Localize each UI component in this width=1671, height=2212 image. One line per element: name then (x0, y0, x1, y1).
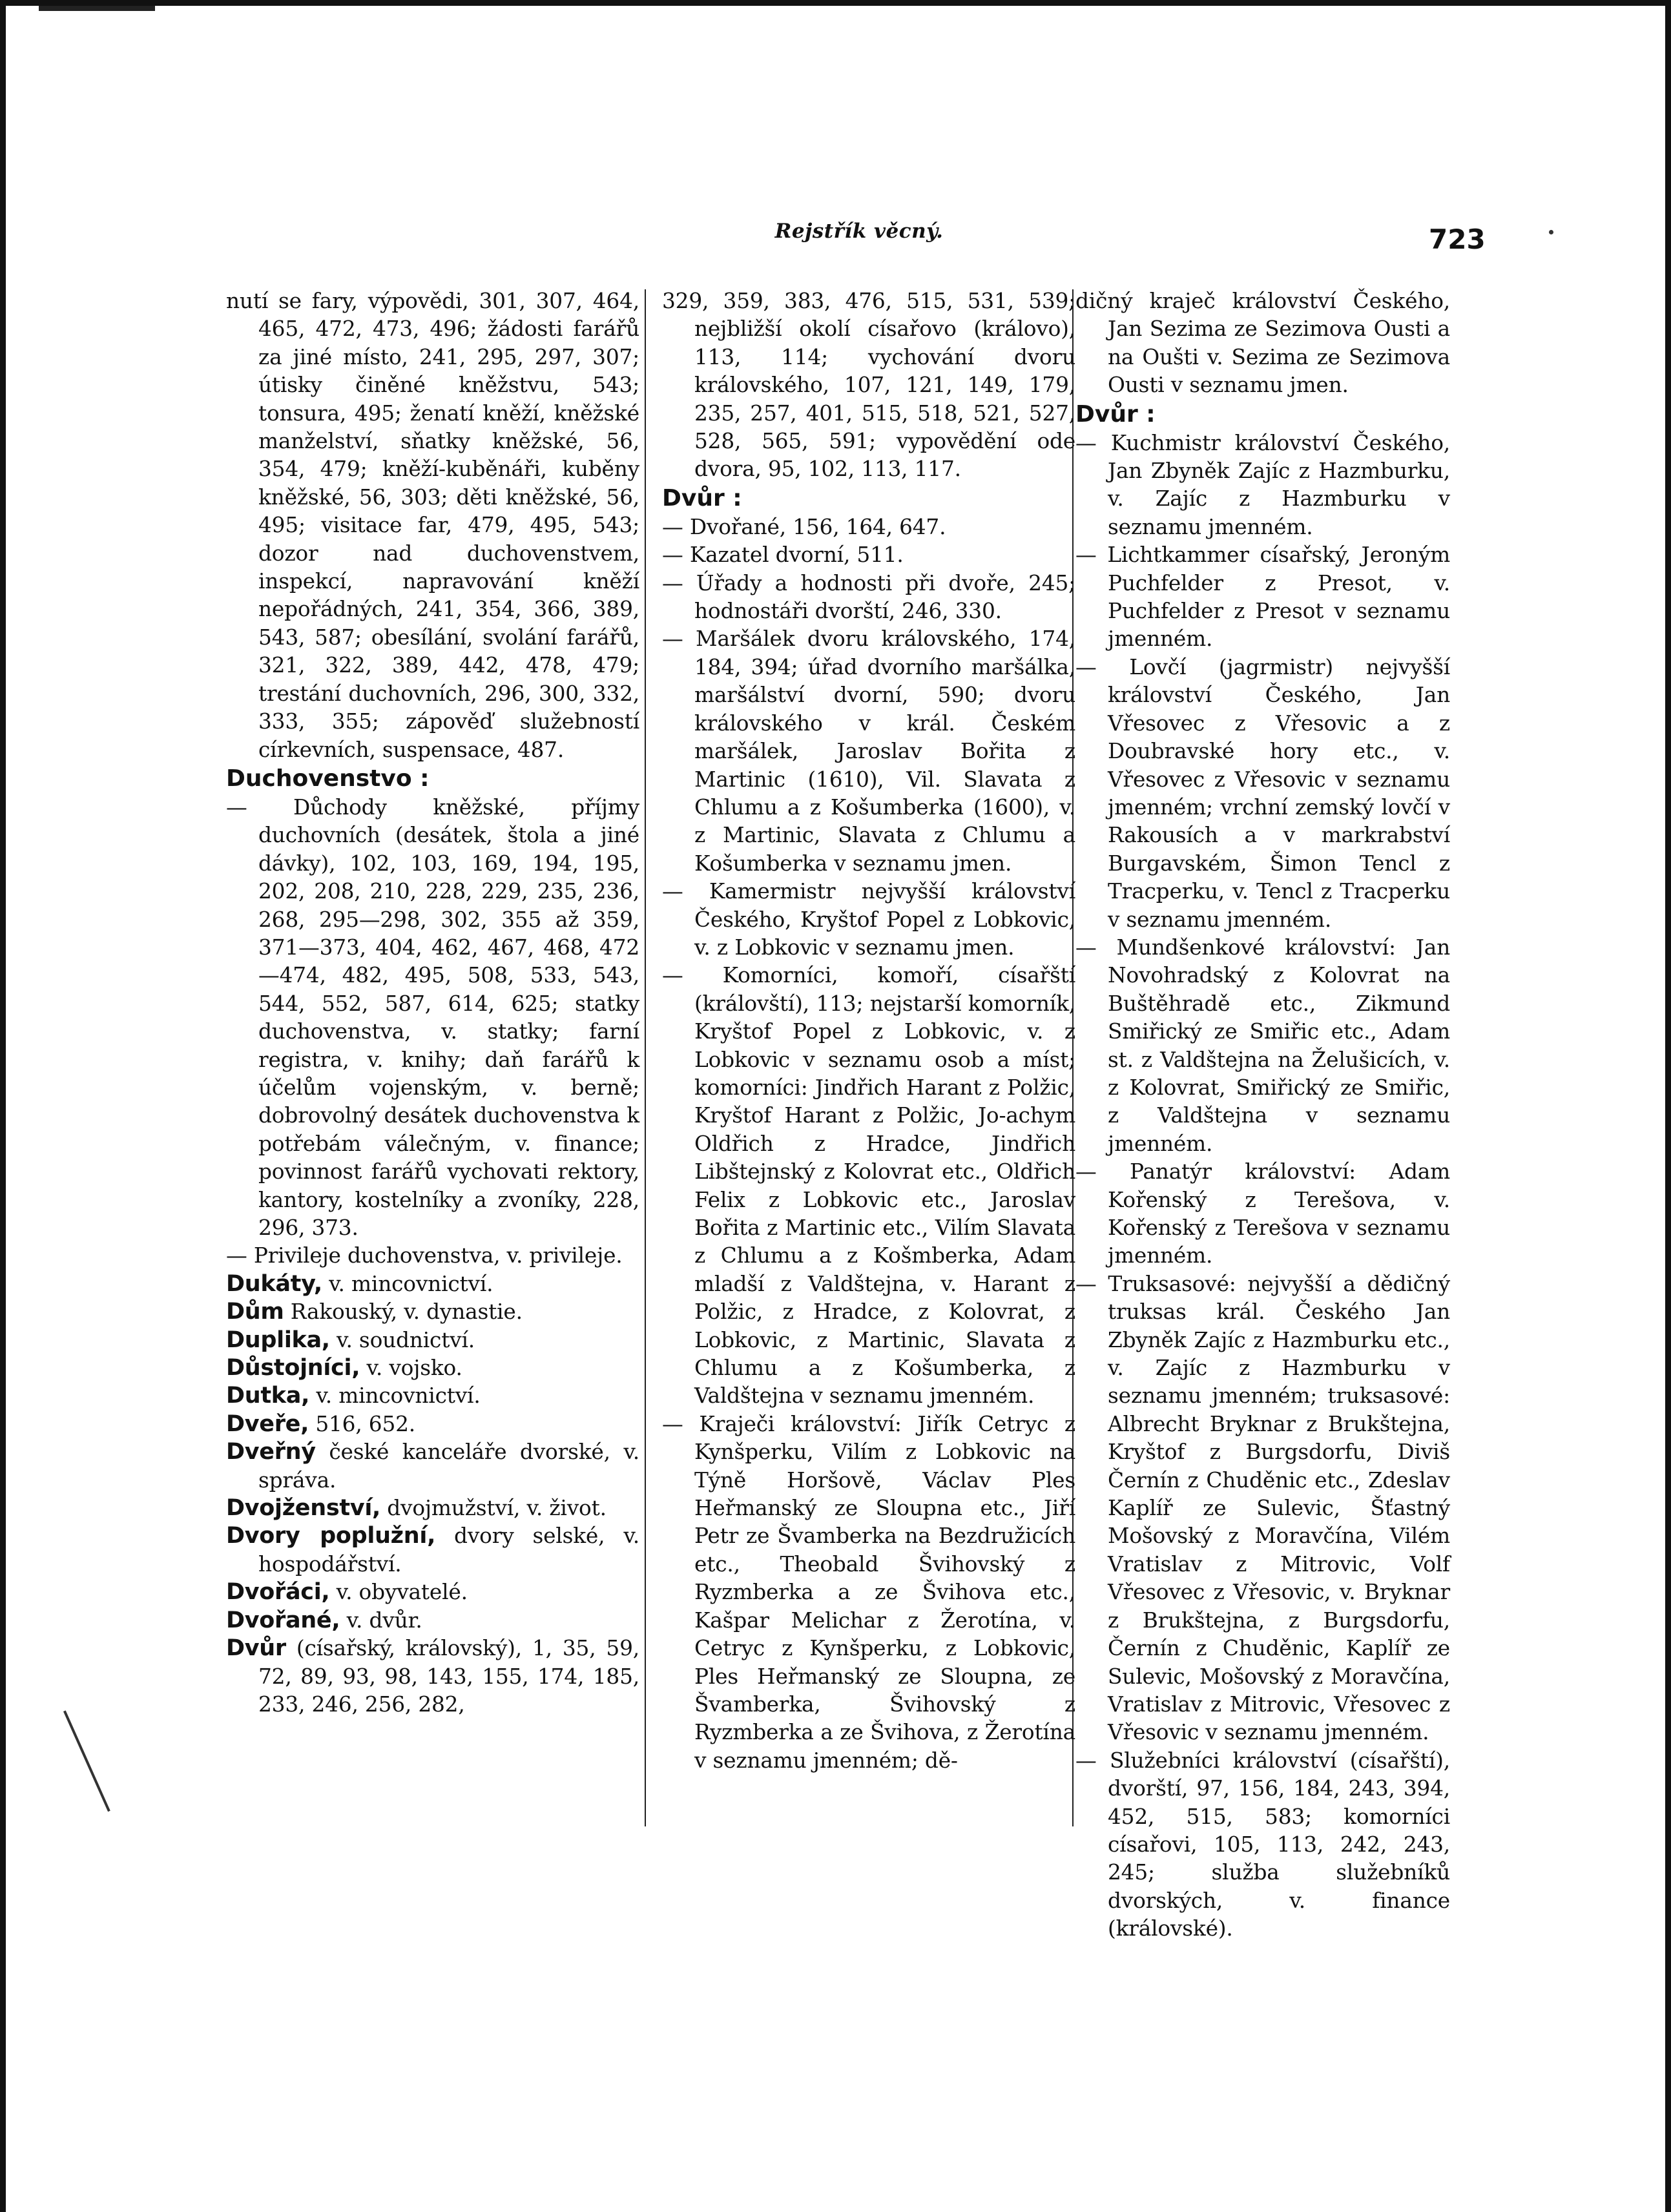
entry-head: Dvůr (226, 1635, 286, 1662)
entry-text: dvojmužství, v. život. (387, 1496, 607, 1521)
scan-frame-top (0, 0, 1671, 6)
entry-head: Dveře, (226, 1411, 309, 1437)
subentry-urady: — Úřady a hodnosti při dvoře, 245; hodnostáři dvorští, 246, 330. (662, 570, 1075, 624)
entry-text: v. mincovnictví. (329, 1271, 493, 1296)
entry-text: (císařský, královský), 1, 35, 59, 72, 89, 93, 98, 143, 155, 174, 185, 233, 246, 256, 282, (258, 1636, 639, 1717)
entry-text: české kanceláře dvorské, v. správa. (258, 1440, 639, 1493)
scan-frame-left (0, 0, 6, 2212)
entry-dutka (226, 1382, 639, 1410)
entry-dvory (226, 1522, 639, 1578)
subentry-mundsenkove: — Mundšenkové království: Jan Novohradský z Kolovrat na Buštěhradě etc., Zikmund Smiřický ze Smiřic etc., Adam st. z Valdštejna na Želušicích, v. z Kolovrat, Smiřický ze Smiřic, z Valdštejna v seznamu jmenném. (1075, 935, 1450, 1156)
entry-text: v. obyvatelé. (336, 1580, 468, 1605)
entry-head: Dveřný (226, 1439, 316, 1465)
subentry-lovci: — Lovčí (jagrmistr) nejvyšší království Českého, Jan Vřesovec z Vřesovic a z Doubravské hory etc., v. Vřesovec z Vřesovic v seznamu jmenném; vrchní zemský lovčí v Rakousích a v markrabství Burgavském, Šimon Tencl z Tracperku, v. Tencl z Tracperku v seznamu jmenném. (1075, 654, 1450, 932)
entry-text: 516, 652. (315, 1411, 416, 1436)
entry-head: Důstojníci, (226, 1355, 360, 1381)
entry-dustojnici (226, 1354, 639, 1382)
subentry-kazatel: — Kazatel dvorní, 511. (662, 543, 904, 568)
subentry-marsalek: — Maršálek dvoru královského, 174, 184, 394; úřad dvorního maršálka, maršálství dvorní, 590; dvoru královského v král. Českém maršálek, Jaroslav Bořita z Martinic (1610), Vil. Slavata z Chlumu a z Košumberka (1600), v. z Martinic, Slavata z Chlumu a Košumberka v seznamu jmen. (662, 626, 1075, 876)
entry-text: v. mincovnictví. (316, 1383, 481, 1409)
entry-head: Dvořáci, (226, 1579, 330, 1606)
entry-continuation: dičný kraječ království Českého, Jan Sezima ze Sezimova Ousti a na Oušti v. Sezima ze Sezimova Ousti v seznamu jmen. (1075, 289, 1450, 398)
entry-head: Dukáty, (226, 1270, 322, 1297)
entry-head: Duplika, (226, 1327, 330, 1353)
entry-dvorane (226, 1607, 639, 1635)
entry-head: Dvojženství, (226, 1495, 381, 1522)
subentry-privileje: — Privileje duchovenstva, v. privileje. (226, 1243, 623, 1268)
entry-continuation: 329, 359, 383, 476, 515, 531, 539; nejbližší okolí císařovo (královo), 113, 114; vychování dvoru královského, 107, 121, 149, 179, 235, 257, 401, 515, 518, 521, 527, 528, 565, 591; vypovědění ode dvora, 95, 102, 113, 117. (662, 289, 1075, 482)
entry-dverny (226, 1438, 639, 1494)
scan-artifact-dot (1549, 230, 1553, 234)
subentry-truksasove: — Truksasové: nejvyšší a dědičný truksas král. Českého Jan Zbyněk Zajíc z Hazmburku etc., v. Zajíc z Hazmburku v seznamu jmenném; truksasové: Albrecht Bryknar z Brukštejna, Kryštof z Burgsdorfu, Diviš Černín z Chuděnic etc., Zdeslav Kaplíř ze Sulevic, Šťastný Mošovský z Moravčína, Vilém Vratislav z Mitrovic, Volf Vřesovec z Vřesovic, v. Bryknar z Brukštejna, z Burgsdorfu, Černín z Chuděnic, Kaplíř ze Sulevic, Mošovský z Moravčína, Vratislav z Mitrovic, Vřesovec z Vřesovic v seznamu jmenném. (1075, 1271, 1450, 1745)
subentry-krajeci: — Kraječi království: Jiřík Cetryc z Kynšperku, Vilím z Lobkovic na Týně Horšově, Václav Ples Heřmanský ze Sloupna etc., Jiří Petr ze Švamberka na Bezdružicích etc., Theobald Švihovský z Ryzmberka a ze Švihova etc., Kašpar Melichar z Žerotína, v. Cetryc z Kynšperku, z Lobkovic, Ples Heřmanský ze Sloupna, ze Švamberka, Švihovský z Ryzmberka a ze Švihova, z Žerotína v seznamu jmenném; dě- (662, 1411, 1075, 1773)
entry-head: Dům (226, 1299, 284, 1325)
entry-continuation: nutí se fary, výpovědi, 301, 307, 464, 465, 472, 473, 496; žádosti farářů za jiné místo, 241, 295, 297, 307; útisky činěné kněžstvu, 543; tonsura, 495; ženatí kněží, kněžské manželství, sňatky kněžské, 56, 354, 479; kněží-kuběnáři, kuběny kněžské, 56, 303; děti kněžské, 56, 495; visitace far, 479, 495, 543; dozor nad duchovenstvem, inspekcí, napravování kněží nepořádných, 241, 354, 366, 389, 543, 587; obesílání, svolání farářů, 321, 322, 389, 442, 478, 479; trestání duchovních, 296, 300, 332, 333, 355; zápověď služebností církevních, suspensace, 487. (226, 289, 639, 762)
running-head: Rejstřík věcný. (774, 220, 944, 243)
subentry-kuchmistr: — Kuchmistr království Českého, Jan Zbyněk Zajíc z Hazmburku, v. Zajíc z Hazmburku v seznamu jmenném. (1075, 430, 1450, 539)
subentry-sluzebnici: — Služebníci království (císařští), dvorští, 97, 156, 184, 243, 394, 452, 515, 583; komorníci císařovi, 105, 113, 242, 243, 245; služba služebníků dvorských, v. finance (královské). (1075, 1748, 1450, 1941)
entry-head: Dvořané, (226, 1607, 340, 1633)
scan-artifact-line (63, 1710, 110, 1812)
entry-head: Dvory poplužní, (226, 1523, 436, 1549)
column-rule-left (645, 289, 646, 1826)
column-right (1075, 287, 1450, 1943)
subentry-komornici: — Komorníci, komoří, císařští (královští), 113; nejstarší komorník, Kryštof Popel z Lobkovic, v. z Lobkovic v seznamu osob a míst; komorníci: Jindřich Harant z Polžic, Kryštof Harant z Polžic, Jo-achym Oldřich z Hradce, Jindřich Libštejnský z Kolovrat etc., Oldřich Felix z Lobkovic etc., Jaroslav Bořita z Martinic etc., Vilím Slavata z Chlumu a z Košmberka, Adam mladší z Valdštejna, v. Harant z Polžic, z Hradce, z Kolovrat, z Lobkovic, z Martinic, Slavata z Chlumu a z Košumberka, z Valdštejna v seznamu jmenném. (662, 963, 1075, 1409)
entry-head: Dutka, (226, 1383, 310, 1409)
subentry-dvorane: — Dvořané, 156, 164, 647. (662, 514, 946, 539)
entry-text: Rakouský, v. dynastie. (290, 1299, 523, 1325)
entry-head-dvur: Dvůr : (662, 484, 742, 512)
entry-head-dvur: Dvůr : (1075, 400, 1156, 428)
entry-dum (226, 1298, 639, 1326)
page-number: 723 (1429, 223, 1486, 255)
subentry-lichtkammer: — Lichtkammer císařský, Jeroným Puchfelder z Presot, v. Puchfelder z Presot v seznamu jmenném. (1075, 543, 1450, 652)
entry-text: dvory selské, v. hospodářství. (258, 1524, 639, 1576)
subentry-duchody: — Důchody kněžské, příjmy duchovních (desátek, štola a jiné dávky), 102, 103, 169, 194, 195, 202, 208, 210, 228, 229, 235, 236, 268, 295—298, 302, 355 až 359, 371—373, 404, 462, 467, 468, 472—474, 482, 495, 508, 533, 543, 544, 552, 587, 614, 625; statky duchovenstva, v. statky; farní registra, v. knihy; daň farářů k účelům vojenským, v. berně; dobrovolný desátek duchovenstva k potřebám válečným, v. finance; povinnost farářů vychovati rektory, kantory, kostelníky a zvoníky, 228, 296, 373. (226, 794, 639, 1240)
scan-frame-corner (39, 6, 155, 11)
entry-text: v. dvůr. (346, 1607, 422, 1633)
entry-dvoraci (226, 1578, 639, 1606)
column-middle (662, 287, 1075, 1775)
subentry-panatyr: — Panatýr království: Adam Kořenský z Terešova, v. Kořenský z Terešova v seznamu jmenném. (1075, 1159, 1450, 1268)
entry-dvere (226, 1411, 639, 1438)
subentry-kamermistr: — Kamermistr nejvyšší království Českého, Kryštof Popel z Lobkovic, v. z Lobkovic v seznamu jmen. (662, 879, 1075, 960)
column-left (226, 287, 639, 1719)
scan-frame-right (1665, 0, 1671, 2212)
entry-dvur (226, 1635, 639, 1719)
entry-head-duchovenstvo: Duchovenstvo : (226, 765, 430, 792)
entry-duplika (226, 1327, 639, 1354)
entry-dukaty (226, 1270, 639, 1298)
entry-text: v. soudnictví. (337, 1327, 475, 1352)
entry-text: v. vojsko. (366, 1356, 462, 1381)
entry-dvojzenstvi (226, 1494, 639, 1522)
